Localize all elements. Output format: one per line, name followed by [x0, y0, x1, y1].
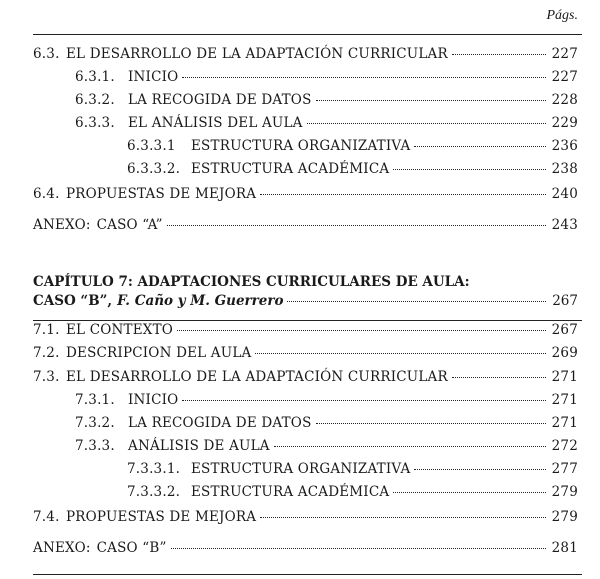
entry-page: 267: [551, 322, 578, 338]
entry-title: PROPUESTAS DE MEJORA: [66, 186, 257, 202]
entry-title: PROPUESTAS DE MEJORA: [66, 509, 257, 525]
header-rule: [33, 34, 582, 35]
entry-number: 6.3.3.1: [127, 138, 176, 154]
entry-number: 7.3.3.: [75, 438, 115, 454]
toc-entry-7-4[interactable]: [33, 509, 578, 529]
toc-entry-6-3-3-2[interactable]: [127, 161, 578, 181]
entry-title: INICIO: [128, 69, 179, 85]
dot-leader: [182, 399, 545, 401]
pages-column-label: Págs.: [546, 8, 578, 23]
dot-leader: [393, 491, 545, 493]
entry-title: EL DESARROLLO DE LA ADAPTACIÓN CURRICULAR: [66, 369, 448, 385]
entry-number: 7.3.1.: [75, 392, 115, 408]
toc-entry-6-3-3[interactable]: [75, 115, 578, 135]
entry-number: 6.4.: [33, 186, 60, 202]
entry-number: 7.2.: [33, 345, 60, 361]
entry-page: 277: [551, 461, 578, 477]
entry-title: EL DESARROLLO DE LA ADAPTACIÓN CURRICULAR: [66, 46, 448, 62]
chapter-rule: [33, 320, 582, 321]
entry-page: 243: [551, 217, 578, 233]
bottom-rule: [33, 574, 582, 575]
entry-title: ESTRUCTURA ORGANIZATIVA: [191, 461, 411, 477]
entry-page: 281: [551, 540, 578, 556]
dot-leader: [167, 224, 546, 226]
dot-leader: [177, 329, 546, 331]
toc-entry-6-3-3-1[interactable]: [127, 138, 578, 158]
entry-title: INICIO: [128, 392, 179, 408]
toc-entry-7-3-3-1[interactable]: [127, 461, 578, 481]
entry-page: 271: [551, 392, 578, 408]
toc-entry-7-1[interactable]: [33, 322, 578, 342]
entry-title: CASO “A”: [96, 217, 163, 233]
dot-leader: [414, 468, 545, 470]
entry-number: 7.3.3.2.: [127, 484, 181, 500]
entry-page: 240: [551, 186, 578, 202]
entry-title: LA RECOGIDA DE DATOS: [128, 415, 312, 431]
toc-entry-7-3-3[interactable]: [75, 438, 578, 458]
toc-entry-chapter-7[interactable]: [33, 293, 578, 313]
entry-page: 228: [551, 92, 578, 108]
entry-page: 227: [551, 46, 578, 62]
toc-entry-7-3[interactable]: [33, 369, 578, 389]
entry-title: EL CONTEXTO: [66, 322, 174, 338]
dot-leader: [452, 376, 546, 378]
entry-page: 272: [551, 438, 578, 454]
entry-number: ANEXO:: [33, 540, 91, 556]
dot-leader: [316, 422, 546, 424]
dot-leader: [452, 53, 546, 55]
entry-title: ANÁLISIS DE AULA: [128, 438, 270, 454]
toc-entry-7-3-1[interactable]: [75, 392, 578, 412]
entry-title: LA RECOGIDA DE DATOS: [128, 92, 312, 108]
toc-entry-6-4[interactable]: [33, 186, 578, 206]
dot-leader: [287, 300, 546, 302]
toc-entry-7-3-2[interactable]: [75, 415, 578, 435]
dot-leader: [255, 352, 545, 354]
entry-number: 6.3.3.2.: [127, 161, 181, 177]
toc-entry-6-3[interactable]: [33, 46, 578, 66]
toc-entry-annex-a[interactable]: [33, 217, 578, 237]
toc-entry-annex-b[interactable]: [33, 540, 578, 560]
dot-leader: [171, 547, 546, 549]
entry-page: 236: [551, 138, 578, 154]
dot-leader: [260, 193, 545, 195]
entry-page: 267: [552, 293, 578, 309]
entry-page: 227: [551, 69, 578, 85]
entry-number: 7.4.: [33, 509, 60, 525]
entry-page: 271: [551, 369, 578, 385]
entry-title: ESTRUCTURA ACADÉMICA: [191, 161, 390, 177]
dot-leader: [316, 99, 546, 101]
entry-title: EL ANÁLISIS DEL AULA: [128, 115, 303, 131]
entry-number: 7.3.: [33, 369, 60, 385]
entry-number: 7.3.3.1.: [127, 461, 181, 477]
entry-title: CASO “B”: [96, 540, 167, 556]
entry-number: 7.3.2.: [75, 415, 115, 431]
entry-page: 271: [551, 415, 578, 431]
entry-number: 7.1.: [33, 322, 60, 338]
entry-number: 6.3.2.: [75, 92, 115, 108]
dot-leader: [274, 445, 546, 447]
entry-page: 269: [551, 345, 578, 361]
entry-number: 6.3.: [33, 46, 60, 62]
entry-number: 6.3.1.: [75, 69, 115, 85]
entry-page: 229: [551, 115, 578, 131]
dot-leader: [182, 76, 545, 78]
dot-leader: [307, 122, 546, 124]
entry-number: 6.3.3.: [75, 115, 115, 131]
toc-entry-7-2[interactable]: [33, 345, 578, 365]
entry-page: 279: [551, 484, 578, 500]
entry-page: 279: [551, 509, 578, 525]
entry-number: ANEXO:: [33, 217, 91, 233]
chapter-case-label: CASO “B”,: [33, 293, 113, 309]
entry-page: 238: [551, 161, 578, 177]
entry-title: DESCRIPCION DEL AULA: [66, 345, 252, 361]
toc-entry-6-3-1[interactable]: [75, 69, 578, 89]
chapter-authors: F. Caño y M. Guerrero: [117, 293, 284, 309]
toc-entry-6-3-2[interactable]: [75, 92, 578, 112]
dot-leader: [260, 516, 545, 518]
dot-leader: [393, 168, 545, 170]
chapter-7-title: CAPÍTULO 7: ADAPTACIONES CURRICULARES DE AULA:: [33, 274, 470, 290]
entry-title: ESTRUCTURA ACADÉMICA: [191, 484, 390, 500]
toc-entry-7-3-3-2[interactable]: [127, 484, 578, 504]
entry-title: ESTRUCTURA ORGANIZATIVA: [191, 138, 411, 154]
dot-leader: [414, 145, 545, 147]
